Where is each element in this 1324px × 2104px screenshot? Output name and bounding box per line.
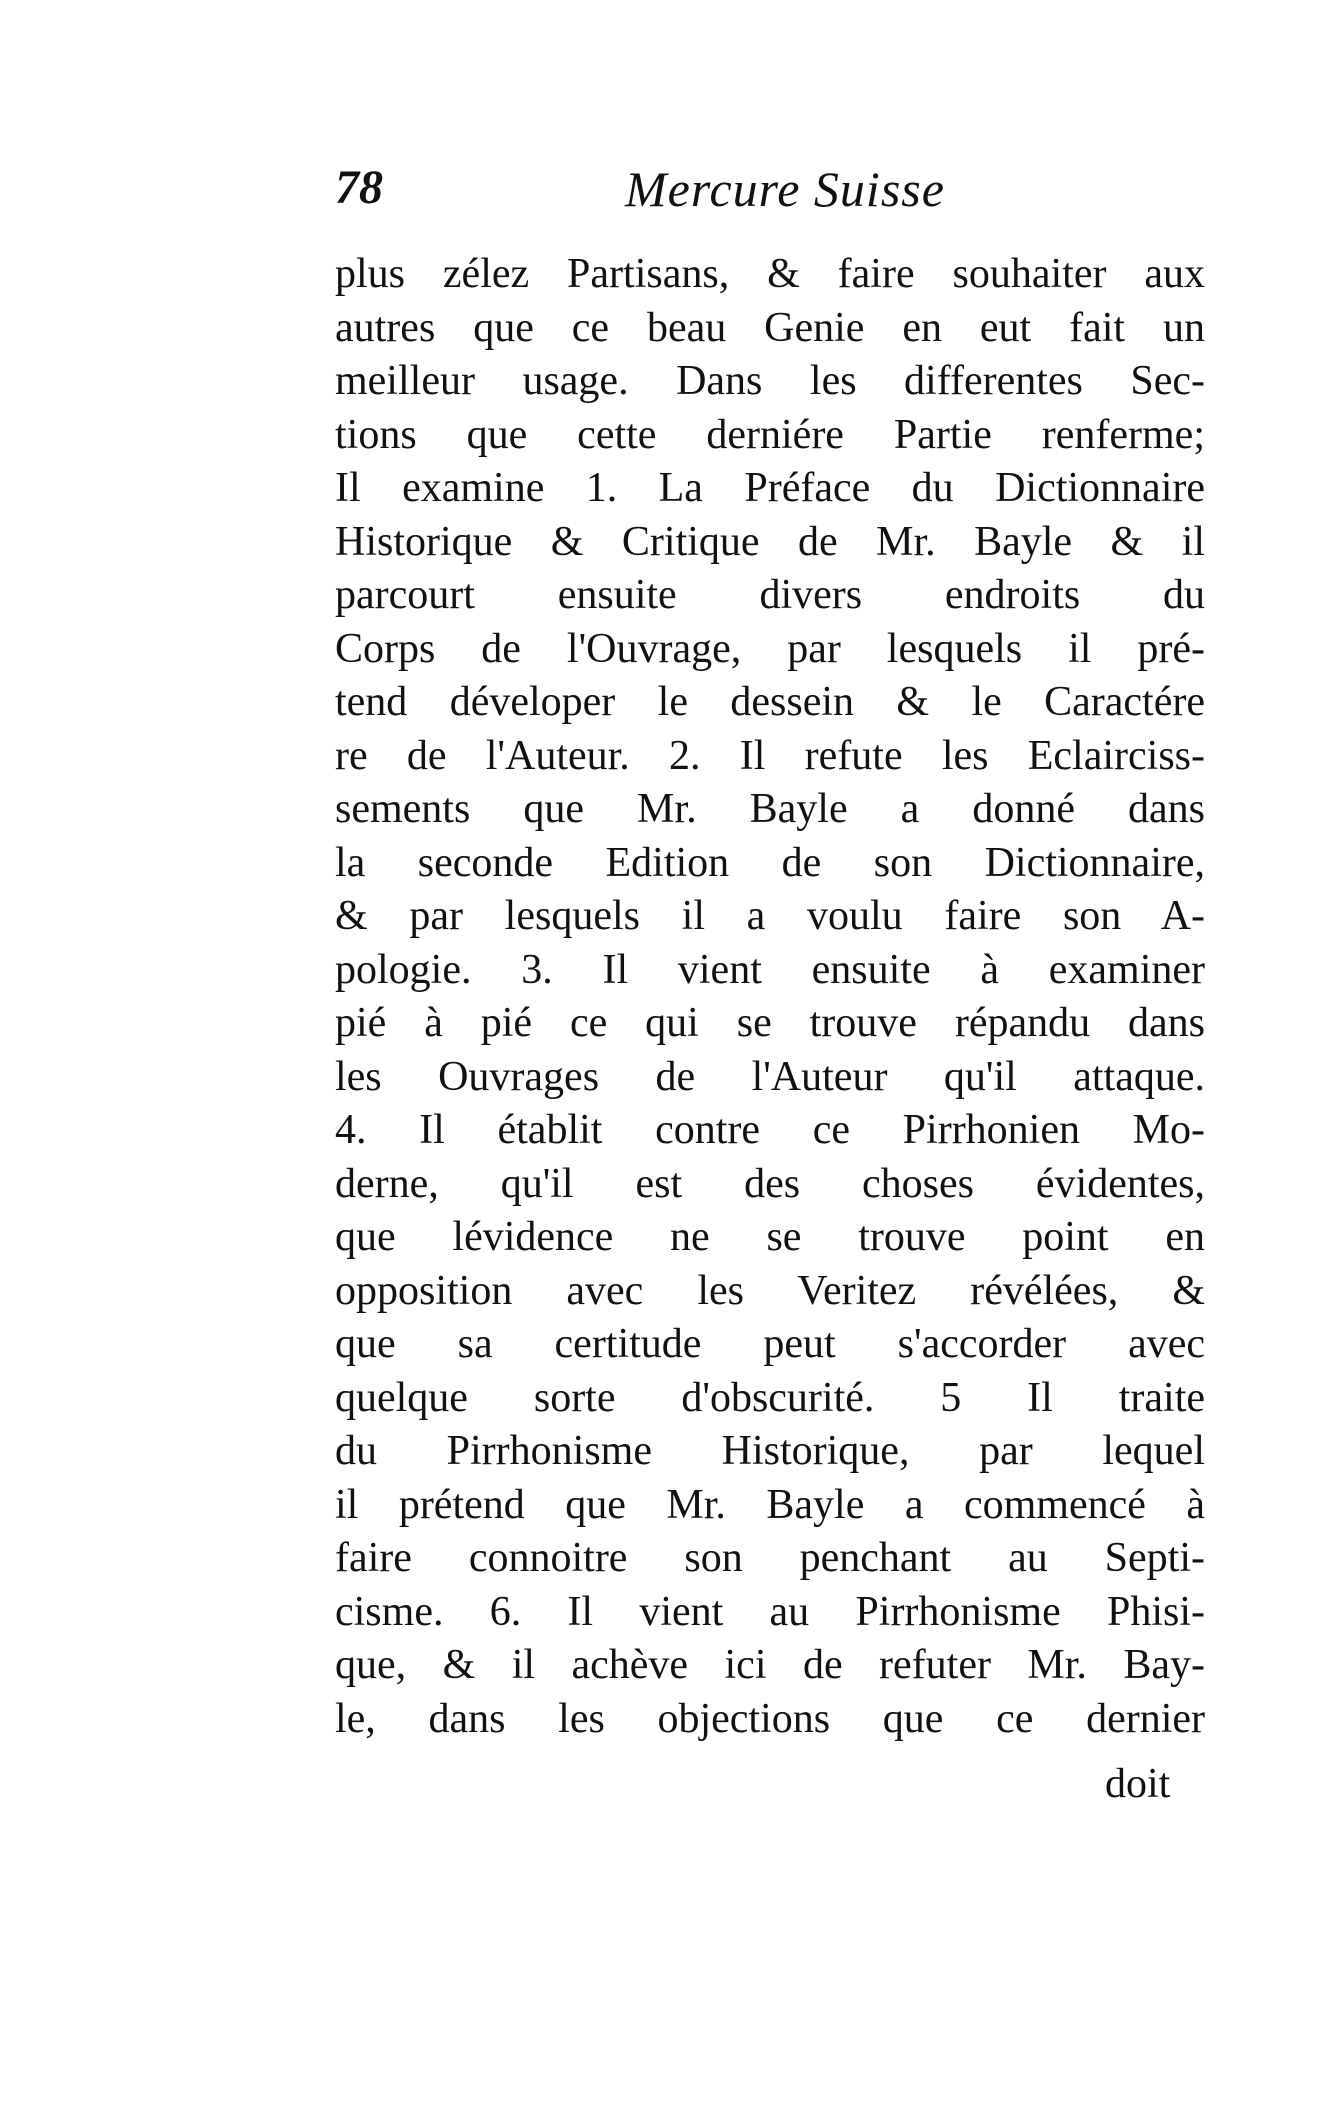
text-line: cisme. 6. Il vient au Pirrhonisme Phisi- (335, 1588, 1205, 1635)
text-line: tions que cette derniére Partie renferme; (335, 411, 1205, 458)
text-line: il prétend que Mr. Bayle a commencé à (335, 1481, 1205, 1528)
catchword: doit (1105, 1761, 1171, 1807)
text-line: & par lesquels il a voulu faire son A- (335, 893, 1205, 939)
text-line: quelque sorte d'obscurité. 5 Il traite (335, 1374, 1205, 1421)
text-line: pié à pié ce qui se trouve répandu dans (335, 1000, 1205, 1046)
text-line: pologie. 3. Il vient ensuite à examiner (335, 946, 1205, 993)
running-title: Mercure Suisse (625, 161, 945, 217)
text-line: faire connoitre son penchant au Septi- (335, 1535, 1205, 1581)
page-header (335, 160, 1205, 230)
text-line: Il examine 1. La Préface du Dictionnaire (335, 465, 1205, 511)
text-line: le, dans les objections que ce dernier (335, 1695, 1205, 1742)
text-line: meilleur usage. Dans les differentes Sec- (335, 358, 1205, 404)
text-line: re de l'Auteur. 2. Il refute les Eclairciss- (335, 732, 1205, 779)
text-line: sements que Mr. Bayle a donné dans (335, 786, 1205, 832)
page-number: 78 (335, 161, 383, 214)
text-line: la seconde Edition de son Dictionnaire, (335, 839, 1205, 886)
text-line: du Pirrhonisme Historique, par lequel (335, 1428, 1205, 1474)
text-line: opposition avec les Veritez révélées, & (335, 1267, 1205, 1314)
text-line: les Ouvrages de l'Auteur qu'il attaque. (335, 1053, 1205, 1100)
text-line: tend déveloper le dessein & le Caractére (335, 679, 1205, 725)
text-line: que sa certitude peut s'accorder avec (335, 1321, 1205, 1367)
body-text (335, 248, 1205, 1746)
text-line: Historique & Critique de Mr. Bayle & il (335, 518, 1205, 565)
text-line: Corps de l'Ouvrage, par lesquels il pré- (335, 625, 1205, 672)
text-line: parcourt ensuite divers endroits du (335, 572, 1205, 618)
text-line: derne, qu'il est des choses évidentes, (335, 1160, 1205, 1207)
text-line: 4. Il établit contre ce Pirrhonien Mo- (335, 1107, 1205, 1153)
text-line: que lévidence ne se trouve point en (335, 1214, 1205, 1260)
text-line: que, & il achève ici de refuter Mr. Bay- (335, 1642, 1205, 1688)
text-line: autres que ce beau Genie en eut fait un (335, 304, 1205, 351)
text-line: plus zélez Partisans, & faire souhaiter aux (335, 251, 1205, 297)
